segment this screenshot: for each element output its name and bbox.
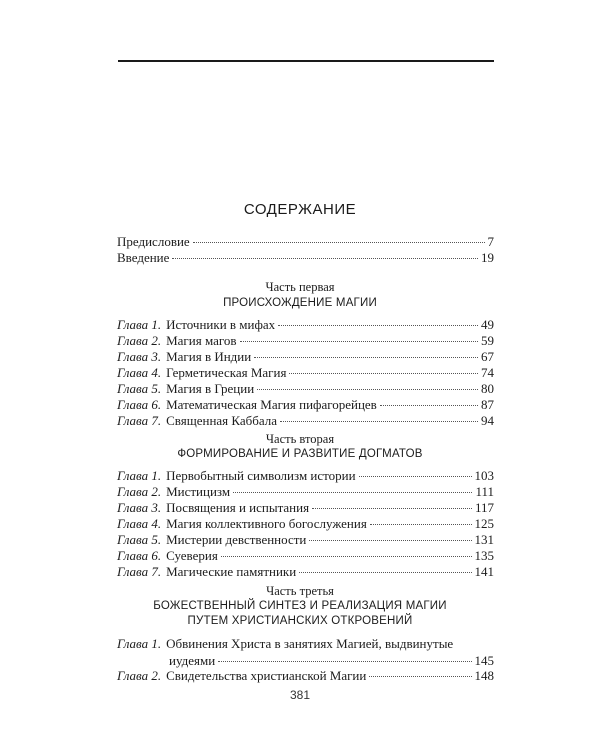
dot-leader	[172, 258, 478, 259]
dot-leader	[359, 476, 472, 477]
chapter-number: Глава 2.	[117, 484, 162, 499]
chapter-title: Мистерии девственности	[166, 532, 307, 547]
toc-entry-multiline	[117, 635, 494, 669]
header-rule	[118, 60, 494, 62]
toc-entry	[117, 667, 494, 684]
dot-leader	[370, 524, 472, 525]
part1-heading: Часть первая	[265, 280, 335, 294]
entry-page: 145	[474, 653, 494, 668]
page-title: СОДЕРЖАНИЕ	[243, 201, 357, 218]
chapter-number: Глава 4.	[117, 516, 162, 531]
entry-page: 7	[487, 234, 494, 249]
chapter-number: Глава 6.	[117, 548, 162, 563]
toc-entry	[117, 563, 494, 580]
chapter-number: Глава 7.	[117, 413, 162, 428]
entry-page: 74	[481, 365, 494, 380]
chapter-number: Глава 2.	[117, 333, 162, 348]
chapter-number: Глава 5.	[117, 532, 162, 547]
chapter-number: Глава 6.	[117, 397, 162, 412]
chapter-number: Глава 5.	[117, 381, 162, 396]
entry-page: 131	[474, 532, 494, 547]
dot-leader	[257, 389, 478, 390]
dot-leader	[280, 421, 478, 422]
dot-leader	[233, 492, 472, 493]
toc-entry-preface	[117, 233, 494, 250]
entry-page: 59	[481, 333, 494, 348]
chapter-number: Глава 2.	[117, 668, 162, 683]
chapter-number: Глава 1.	[117, 468, 162, 483]
part3-heading: Часть третья	[266, 584, 334, 598]
chapter-title: Обвинения Христа в занятиях Магией, выдвинутые	[166, 636, 454, 651]
entry-page: 94	[481, 413, 494, 428]
toc-entry	[117, 364, 494, 381]
chapter-title: Первобытный символизм истории	[166, 468, 356, 483]
toc-entry	[117, 499, 494, 516]
entry-page: 111	[475, 484, 494, 499]
part2-subtitle: ФОРМИРОВАНИЕ И РАЗВИТИЕ ДОГМАТОВ	[177, 448, 423, 460]
part2-heading: Часть вторая	[265, 432, 335, 446]
dot-leader	[289, 373, 478, 374]
entry-label: Предисловие	[117, 234, 190, 249]
part3-subtitle-line1: БОЖЕСТВЕННЫЙ СИНТЕЗ И РЕАЛИЗАЦИЯ МАГИИ	[153, 600, 447, 612]
chapter-title: Магия магов	[166, 333, 237, 348]
toc-entry	[117, 547, 494, 564]
toc-entry	[117, 348, 494, 365]
toc-entry	[117, 467, 494, 484]
chapter-number: Глава 1.	[117, 317, 162, 332]
chapter-title: Посвящения и испытания	[166, 500, 310, 515]
chapter-number: Глава 3.	[117, 500, 162, 515]
entry-page: 125	[474, 516, 494, 531]
dot-leader	[254, 357, 478, 358]
chapter-number: Глава 4.	[117, 365, 162, 380]
dot-leader	[299, 572, 471, 573]
entry-label: Введение	[117, 250, 170, 265]
entry-page: 148	[474, 668, 494, 683]
dot-leader	[221, 556, 472, 557]
toc-entry-introduction	[117, 249, 494, 266]
entry-page: 135	[474, 548, 494, 563]
page-number: 381	[289, 688, 311, 702]
chapter-title: Свидетельства христианской Магии	[166, 668, 367, 683]
entry-page: 103	[474, 468, 494, 483]
entry-page: 117	[474, 500, 494, 515]
dot-leader	[312, 508, 472, 509]
toc-entry	[117, 531, 494, 548]
part3-subtitle-line2: ПУТЕМ ХРИСТИАНСКИХ ОТКРОВЕНИЙ	[187, 615, 413, 627]
toc-entry	[117, 396, 494, 413]
dot-leader	[240, 341, 479, 342]
chapter-title: Герметическая Магия	[166, 365, 287, 380]
chapter-title: Священная Каббала	[166, 413, 278, 428]
part1-subtitle: ПРОИСХОЖДЕНИЕ МАГИИ	[223, 297, 377, 309]
toc-entry	[117, 412, 494, 429]
chapter-title: Магия в Индии	[166, 349, 252, 364]
dot-leader	[309, 540, 471, 541]
entry-page: 87	[481, 397, 494, 412]
chapter-title: Математическая Магия пифагорейцев	[166, 397, 377, 412]
chapter-title: Магия коллективного богослужения	[166, 516, 367, 531]
chapter-title: Магия в Греции	[166, 381, 255, 396]
chapter-title-continued: иудеями	[169, 653, 216, 668]
toc-entry	[117, 380, 494, 397]
chapter-title: Магические памятники	[166, 564, 297, 579]
toc-entry	[117, 483, 494, 500]
entry-page: 49	[481, 317, 494, 332]
toc-entry	[117, 332, 494, 349]
dot-leader	[380, 405, 478, 406]
dot-leader	[218, 661, 471, 662]
dot-leader	[278, 325, 478, 326]
chapter-title: Источники в мифах	[166, 317, 276, 332]
toc-entry	[117, 316, 494, 333]
chapter-title: Мистицизм	[166, 484, 231, 499]
dot-leader	[369, 676, 471, 677]
entry-page: 67	[481, 349, 494, 364]
chapter-number: Глава 1.	[117, 636, 162, 651]
chapter-title: Суеверия	[166, 548, 218, 563]
dot-leader	[193, 242, 485, 243]
chapter-number: Глава 3.	[117, 349, 162, 364]
chapter-number: Глава 7.	[117, 564, 162, 579]
entry-page: 19	[481, 250, 494, 265]
entry-page: 80	[481, 381, 494, 396]
toc-entry	[117, 515, 494, 532]
entry-page: 141	[474, 564, 494, 579]
